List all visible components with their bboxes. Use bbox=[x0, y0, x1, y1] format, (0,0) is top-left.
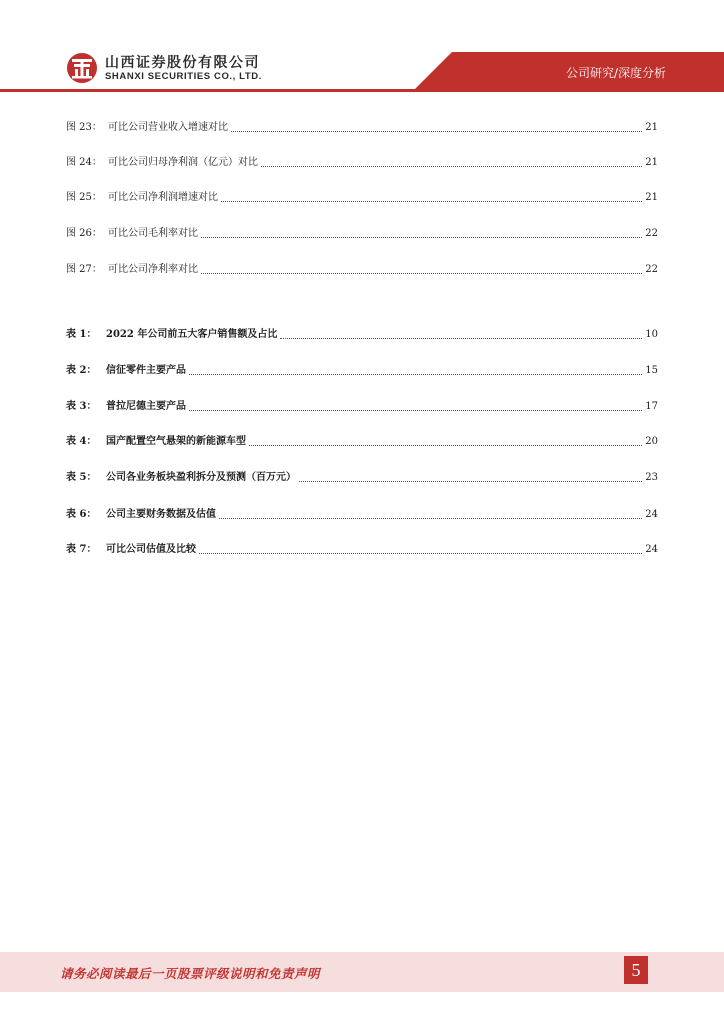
header-banner bbox=[0, 0, 724, 100]
toc-item-page: 24 bbox=[645, 544, 658, 555]
toc-item-title: 信征零件主要产品 bbox=[106, 365, 186, 376]
toc-item-number: 图 26： bbox=[66, 228, 102, 239]
toc-item-title: 公司各业务板块盈利拆分及预测（百万元） bbox=[106, 472, 296, 483]
toc-item-page: 21 bbox=[645, 192, 658, 203]
company-name-cn: 山西证券股份有限公司 bbox=[105, 55, 260, 71]
toc-item-title: 普拉尼德主要产品 bbox=[106, 401, 186, 412]
toc-item-title: 可比公司净利润增速对比 bbox=[108, 192, 218, 203]
toc-item-number: 表 4： bbox=[66, 436, 97, 447]
toc-item-number: 表 5： bbox=[66, 472, 97, 483]
shanxi-securities-logo-icon bbox=[66, 52, 98, 84]
toc-item-page: 20 bbox=[645, 436, 658, 447]
toc-item-number: 表 7： bbox=[66, 544, 97, 555]
toc-item-title: 2022 年公司前五大客户销售额及占比 bbox=[106, 329, 278, 340]
toc-item-number: 图 24： bbox=[66, 157, 102, 168]
toc-item-number: 表 2： bbox=[66, 365, 97, 376]
toc-item-title: 可比公司净利率对比 bbox=[108, 264, 198, 275]
toc-figure-item[interactable] bbox=[66, 262, 658, 278]
toc-item-page: 23 bbox=[645, 472, 658, 483]
toc-item-page: 21 bbox=[645, 122, 658, 133]
page-header bbox=[0, 0, 724, 100]
toc-leader-dots bbox=[189, 373, 642, 375]
toc-item-number: 表 6： bbox=[66, 509, 97, 520]
toc-table-item[interactable] bbox=[66, 434, 658, 450]
toc-item-page: 24 bbox=[645, 509, 658, 520]
page-footer bbox=[0, 952, 724, 992]
toc-item-number: 表 1： bbox=[66, 329, 97, 340]
toc-leader-dots bbox=[219, 517, 642, 519]
toc-table-item[interactable] bbox=[66, 507, 658, 523]
toc-item-page: 17 bbox=[645, 401, 658, 412]
toc-item-title: 公司主要财务数据及估值 bbox=[106, 509, 216, 520]
toc-leader-dots bbox=[231, 130, 642, 132]
toc-leader-dots bbox=[199, 552, 642, 554]
toc-leader-dots bbox=[201, 236, 642, 238]
toc-leader-dots bbox=[299, 480, 642, 482]
toc-item-page: 15 bbox=[645, 365, 658, 376]
toc-leader-dots bbox=[189, 409, 642, 411]
toc-item-page: 10 bbox=[645, 329, 658, 340]
toc-figure-item[interactable] bbox=[66, 226, 658, 242]
toc-item-title: 国产配置空气悬架的新能源车型 bbox=[106, 436, 246, 447]
toc-item-page: 22 bbox=[645, 228, 658, 239]
toc-leader-dots bbox=[249, 444, 642, 446]
toc-table-item[interactable] bbox=[66, 327, 658, 343]
toc-item-title: 可比公司营业收入增速对比 bbox=[108, 122, 228, 133]
toc-item-title: 可比公司估值及比较 bbox=[106, 544, 196, 555]
toc-item-number: 图 27： bbox=[66, 264, 102, 275]
toc-item-page: 21 bbox=[645, 157, 658, 168]
toc-leader-dots bbox=[261, 165, 642, 167]
toc-item-number: 图 25： bbox=[66, 192, 102, 203]
toc-item-number: 图 23： bbox=[66, 122, 102, 133]
page-number: 5 bbox=[624, 956, 648, 984]
toc-leader-dots bbox=[201, 272, 642, 274]
toc-item-title: 可比公司毛利率对比 bbox=[108, 228, 198, 239]
toc-table-item[interactable] bbox=[66, 542, 658, 558]
toc-leader-dots bbox=[280, 337, 642, 339]
company-name-en: SHANXI SECURITIES CO., LTD. bbox=[105, 71, 262, 82]
report-type-label: 公司研究/深度分析 bbox=[565, 66, 666, 80]
toc-leader-dots bbox=[221, 200, 642, 202]
toc-item-title: 可比公司归母净利润（亿元）对比 bbox=[108, 157, 258, 168]
toc-table-item[interactable] bbox=[66, 363, 658, 379]
toc-figure-item[interactable] bbox=[66, 190, 658, 206]
toc-figure-item[interactable] bbox=[66, 120, 658, 136]
toc-figure-item[interactable] bbox=[66, 155, 658, 171]
toc-item-page: 22 bbox=[645, 264, 658, 275]
toc-table-item[interactable] bbox=[66, 399, 658, 415]
toc-table-item[interactable] bbox=[66, 470, 658, 486]
toc-item-number: 表 3： bbox=[66, 401, 97, 412]
disclaimer-notice: 请务必阅读最后一页股票评级说明和免责声明 bbox=[60, 966, 321, 981]
